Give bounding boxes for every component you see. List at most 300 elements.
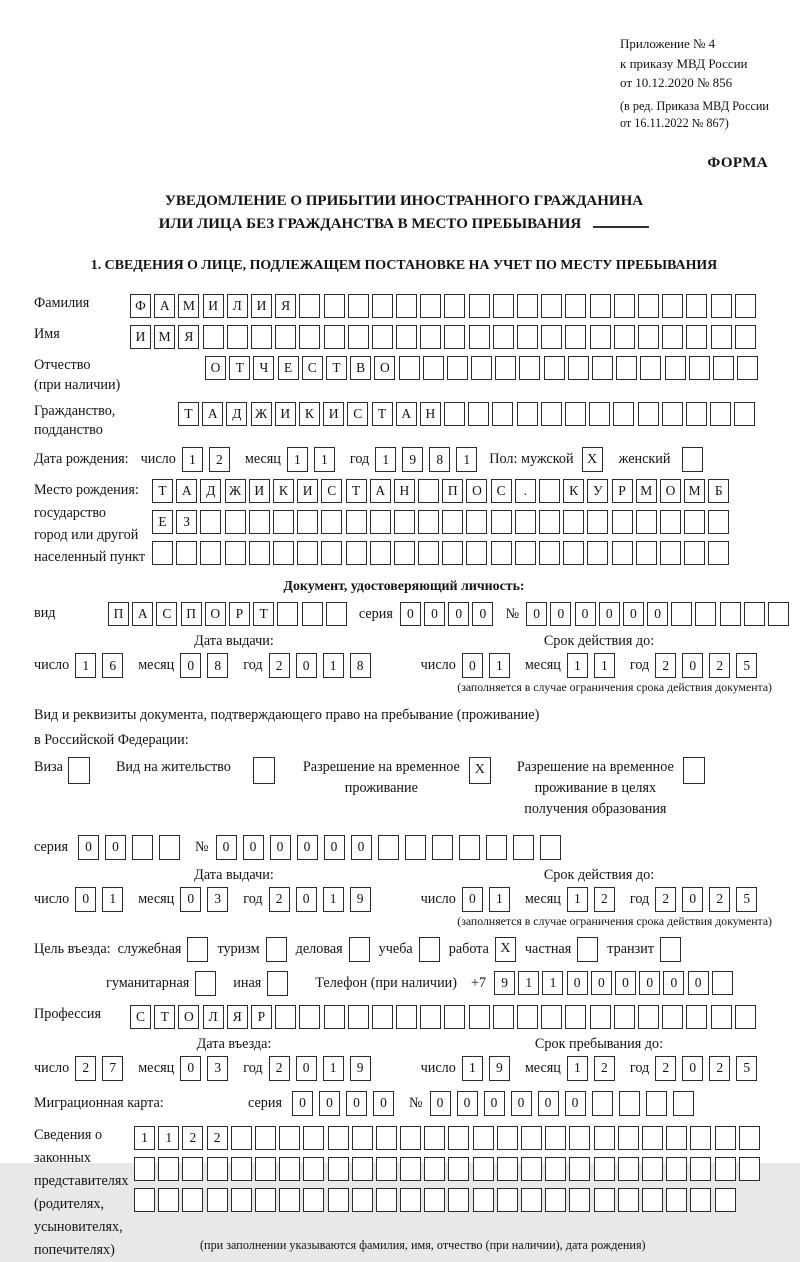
char-cell[interactable] (684, 541, 705, 565)
char-cell[interactable]: 0 (319, 1091, 340, 1116)
char-cell[interactable] (424, 1126, 445, 1150)
char-cell[interactable]: 1 (567, 653, 588, 678)
char-cell[interactable]: Ч (253, 356, 274, 380)
char-cell[interactable]: Б (708, 479, 729, 503)
char-cell[interactable] (711, 325, 732, 349)
char-cell[interactable]: С (347, 402, 368, 426)
char-cell[interactable] (493, 294, 514, 318)
char-cell[interactable] (297, 510, 318, 534)
purpose-humanitarian-checkbox[interactable] (195, 971, 216, 996)
temporary-residence-checkbox[interactable]: X (469, 757, 491, 784)
char-cell[interactable]: О (466, 479, 487, 503)
char-cell[interactable] (660, 541, 681, 565)
char-cell[interactable] (565, 402, 586, 426)
char-cell[interactable]: 2 (655, 1056, 676, 1081)
char-cell[interactable] (249, 510, 270, 534)
char-cell[interactable]: 2 (709, 887, 730, 912)
char-cell[interactable] (255, 1157, 276, 1181)
char-cell[interactable] (302, 602, 323, 626)
char-cell[interactable] (394, 541, 415, 565)
char-cell[interactable]: 1 (182, 447, 203, 472)
char-cell[interactable] (521, 1188, 542, 1212)
char-cell[interactable] (182, 1157, 203, 1181)
char-cell[interactable] (715, 1157, 736, 1181)
char-cell[interactable]: 0 (623, 602, 644, 626)
char-cell[interactable] (690, 1126, 711, 1150)
char-cell[interactable]: С (156, 602, 177, 626)
char-cell[interactable]: 1 (323, 1056, 344, 1081)
char-cell[interactable] (424, 1157, 445, 1181)
char-cell[interactable]: 0 (682, 1056, 703, 1081)
char-cell[interactable] (348, 1005, 369, 1029)
char-cell[interactable] (405, 835, 426, 860)
char-cell[interactable]: 1 (134, 1126, 155, 1150)
char-cell[interactable] (469, 1005, 490, 1029)
char-cell[interactable] (541, 294, 562, 318)
char-cell[interactable] (418, 510, 439, 534)
char-cell[interactable] (324, 325, 345, 349)
char-cell[interactable]: 0 (180, 1056, 201, 1081)
char-cell[interactable] (587, 541, 608, 565)
char-cell[interactable] (545, 1157, 566, 1181)
char-cell[interactable] (400, 1126, 421, 1150)
char-cell[interactable] (442, 541, 463, 565)
char-cell[interactable]: А (154, 294, 175, 318)
char-cell[interactable]: 0 (567, 971, 588, 995)
char-cell[interactable]: 0 (296, 653, 317, 678)
char-cell[interactable] (471, 356, 492, 380)
char-cell[interactable] (486, 835, 507, 860)
char-cell[interactable]: 0 (688, 971, 709, 995)
char-cell[interactable] (590, 294, 611, 318)
char-cell[interactable]: 0 (682, 887, 703, 912)
char-cell[interactable] (684, 510, 705, 534)
char-cell[interactable]: 1 (542, 971, 563, 995)
char-cell[interactable] (372, 1005, 393, 1029)
char-cell[interactable] (328, 1188, 349, 1212)
char-cell[interactable] (636, 510, 657, 534)
char-cell[interactable]: 1 (158, 1126, 179, 1150)
char-cell[interactable]: 1 (314, 447, 335, 472)
char-cell[interactable] (545, 1188, 566, 1212)
char-cell[interactable] (589, 402, 610, 426)
char-cell[interactable] (590, 325, 611, 349)
char-cell[interactable] (376, 1126, 397, 1150)
char-cell[interactable]: 0 (373, 1091, 394, 1116)
char-cell[interactable] (255, 1126, 276, 1150)
char-cell[interactable]: 1 (456, 447, 477, 472)
char-cell[interactable] (231, 1188, 252, 1212)
char-cell[interactable]: П (442, 479, 463, 503)
char-cell[interactable] (638, 294, 659, 318)
char-cell[interactable]: 2 (655, 887, 676, 912)
char-cell[interactable]: 0 (270, 835, 291, 860)
char-cell[interactable]: Р (251, 1005, 272, 1029)
char-cell[interactable] (491, 510, 512, 534)
char-cell[interactable] (227, 325, 248, 349)
char-cell[interactable] (565, 325, 586, 349)
char-cell[interactable] (638, 402, 659, 426)
char-cell[interactable]: 1 (323, 887, 344, 912)
char-cell[interactable] (352, 1126, 373, 1150)
char-cell[interactable]: 0 (296, 887, 317, 912)
char-cell[interactable] (376, 1188, 397, 1212)
char-cell[interactable] (473, 1157, 494, 1181)
char-cell[interactable]: 0 (324, 835, 345, 860)
char-cell[interactable] (715, 1188, 736, 1212)
char-cell[interactable] (568, 356, 589, 380)
char-cell[interactable] (517, 294, 538, 318)
char-cell[interactable]: А (202, 402, 223, 426)
char-cell[interactable]: 1 (594, 653, 615, 678)
char-cell[interactable]: И (130, 325, 151, 349)
char-cell[interactable]: 9 (494, 971, 515, 995)
char-cell[interactable] (613, 402, 634, 426)
char-cell[interactable]: О (205, 602, 226, 626)
char-cell[interactable]: О (205, 356, 226, 380)
char-cell[interactable] (279, 1126, 300, 1150)
char-cell[interactable]: И (275, 402, 296, 426)
char-cell[interactable]: 0 (346, 1091, 367, 1116)
char-cell[interactable]: Я (275, 294, 296, 318)
char-cell[interactable]: 2 (207, 1126, 228, 1150)
char-cell[interactable] (432, 835, 453, 860)
char-cell[interactable] (372, 294, 393, 318)
char-cell[interactable] (495, 356, 516, 380)
char-cell[interactable] (473, 1188, 494, 1212)
char-cell[interactable] (275, 325, 296, 349)
char-cell[interactable] (400, 1188, 421, 1212)
char-cell[interactable]: 9 (350, 1056, 371, 1081)
char-cell[interactable] (370, 541, 391, 565)
char-cell[interactable]: И (297, 479, 318, 503)
char-cell[interactable]: С (130, 1005, 151, 1029)
char-cell[interactable] (297, 541, 318, 565)
char-cell[interactable] (182, 1188, 203, 1212)
char-cell[interactable]: 0 (180, 887, 201, 912)
char-cell[interactable]: 0 (424, 602, 445, 626)
char-cell[interactable]: 0 (292, 1091, 313, 1116)
char-cell[interactable] (660, 510, 681, 534)
char-cell[interactable] (348, 325, 369, 349)
char-cell[interactable]: 0 (243, 835, 264, 860)
char-cell[interactable] (690, 1188, 711, 1212)
char-cell[interactable]: Ж (225, 479, 246, 503)
char-cell[interactable]: 9 (350, 887, 371, 912)
char-cell[interactable]: 1 (489, 653, 510, 678)
char-cell[interactable]: 1 (375, 447, 396, 472)
char-cell[interactable] (569, 1157, 590, 1181)
char-cell[interactable] (587, 510, 608, 534)
char-cell[interactable]: 0 (75, 887, 96, 912)
char-cell[interactable] (690, 1157, 711, 1181)
char-cell[interactable] (324, 1005, 345, 1029)
char-cell[interactable] (711, 1005, 732, 1029)
char-cell[interactable] (539, 479, 560, 503)
char-cell[interactable]: 1 (567, 1056, 588, 1081)
char-cell[interactable] (686, 402, 707, 426)
char-cell[interactable]: С (491, 479, 512, 503)
char-cell[interactable] (541, 402, 562, 426)
char-cell[interactable] (541, 1005, 562, 1029)
char-cell[interactable]: 0 (430, 1091, 451, 1116)
visa-checkbox[interactable] (68, 757, 90, 784)
purpose-business-checkbox[interactable] (349, 937, 370, 962)
purpose-tourism-checkbox[interactable] (266, 937, 287, 962)
char-cell[interactable] (662, 402, 683, 426)
char-cell[interactable]: Ф (130, 294, 151, 318)
char-cell[interactable] (279, 1157, 300, 1181)
char-cell[interactable] (614, 325, 635, 349)
char-cell[interactable]: И (203, 294, 224, 318)
char-cell[interactable] (565, 1005, 586, 1029)
char-cell[interactable]: П (108, 602, 129, 626)
temporary-residence-education-checkbox[interactable] (683, 757, 705, 784)
char-cell[interactable] (448, 1188, 469, 1212)
char-cell[interactable] (619, 1091, 640, 1116)
char-cell[interactable] (686, 325, 707, 349)
char-cell[interactable]: 8 (429, 447, 450, 472)
char-cell[interactable] (444, 402, 465, 426)
purpose-other-checkbox[interactable] (267, 971, 288, 996)
char-cell[interactable]: 0 (105, 835, 126, 860)
char-cell[interactable]: 0 (297, 835, 318, 860)
char-cell[interactable] (662, 1005, 683, 1029)
char-cell[interactable] (519, 356, 540, 380)
char-cell[interactable]: 2 (594, 1056, 615, 1081)
char-cell[interactable] (418, 479, 439, 503)
char-cell[interactable]: 0 (550, 602, 571, 626)
char-cell[interactable]: Т (372, 402, 393, 426)
char-cell[interactable] (326, 602, 347, 626)
char-cell[interactable] (673, 1091, 694, 1116)
char-cell[interactable] (444, 1005, 465, 1029)
char-cell[interactable] (396, 325, 417, 349)
char-cell[interactable] (466, 541, 487, 565)
char-cell[interactable] (423, 356, 444, 380)
char-cell[interactable] (299, 294, 320, 318)
char-cell[interactable] (521, 1126, 542, 1150)
char-cell[interactable]: 0 (462, 887, 483, 912)
char-cell[interactable] (715, 1126, 736, 1150)
char-cell[interactable] (695, 602, 716, 626)
char-cell[interactable] (420, 294, 441, 318)
char-cell[interactable]: У (587, 479, 608, 503)
char-cell[interactable] (539, 541, 560, 565)
char-cell[interactable]: Р (229, 602, 250, 626)
char-cell[interactable]: Л (203, 1005, 224, 1029)
char-cell[interactable]: 1 (75, 653, 96, 678)
char-cell[interactable] (255, 1188, 276, 1212)
char-cell[interactable] (134, 1157, 155, 1181)
char-cell[interactable] (712, 971, 733, 995)
char-cell[interactable]: 9 (489, 1056, 510, 1081)
char-cell[interactable] (513, 835, 534, 860)
char-cell[interactable] (744, 602, 765, 626)
char-cell[interactable] (497, 1157, 518, 1181)
char-cell[interactable] (642, 1126, 663, 1150)
char-cell[interactable]: 0 (351, 835, 372, 860)
char-cell[interactable] (466, 510, 487, 534)
char-cell[interactable]: О (178, 1005, 199, 1029)
char-cell[interactable]: 3 (207, 1056, 228, 1081)
char-cell[interactable]: 1 (518, 971, 539, 995)
char-cell[interactable]: 0 (400, 602, 421, 626)
char-cell[interactable]: 0 (457, 1091, 478, 1116)
char-cell[interactable] (273, 541, 294, 565)
char-cell[interactable] (352, 1157, 373, 1181)
char-cell[interactable] (563, 541, 584, 565)
char-cell[interactable] (665, 356, 686, 380)
char-cell[interactable]: 0 (78, 835, 99, 860)
char-cell[interactable]: Н (394, 479, 415, 503)
char-cell[interactable] (734, 402, 755, 426)
char-cell[interactable] (378, 835, 399, 860)
char-cell[interactable] (517, 402, 538, 426)
char-cell[interactable] (442, 510, 463, 534)
char-cell[interactable] (420, 325, 441, 349)
char-cell[interactable] (200, 541, 221, 565)
char-cell[interactable] (708, 510, 729, 534)
char-cell[interactable] (662, 294, 683, 318)
char-cell[interactable] (594, 1188, 615, 1212)
char-cell[interactable] (686, 294, 707, 318)
char-cell[interactable]: С (302, 356, 323, 380)
char-cell[interactable] (497, 1126, 518, 1150)
char-cell[interactable] (231, 1126, 252, 1150)
char-cell[interactable] (517, 325, 538, 349)
char-cell[interactable] (616, 356, 637, 380)
char-cell[interactable]: 2 (182, 1126, 203, 1150)
char-cell[interactable]: Р (612, 479, 633, 503)
char-cell[interactable]: 3 (207, 887, 228, 912)
char-cell[interactable] (544, 356, 565, 380)
char-cell[interactable]: 2 (269, 653, 290, 678)
char-cell[interactable] (324, 294, 345, 318)
char-cell[interactable] (321, 510, 342, 534)
char-cell[interactable]: Е (278, 356, 299, 380)
char-cell[interactable]: А (396, 402, 417, 426)
char-cell[interactable]: А (132, 602, 153, 626)
sex-female-checkbox[interactable] (682, 447, 703, 472)
char-cell[interactable] (541, 325, 562, 349)
char-cell[interactable] (370, 510, 391, 534)
char-cell[interactable] (710, 402, 731, 426)
char-cell[interactable] (279, 1188, 300, 1212)
char-cell[interactable]: С (321, 479, 342, 503)
char-cell[interactable]: 8 (207, 653, 228, 678)
char-cell[interactable] (273, 510, 294, 534)
char-cell[interactable] (132, 835, 153, 860)
char-cell[interactable] (720, 602, 741, 626)
char-cell[interactable] (493, 1005, 514, 1029)
char-cell[interactable]: К (299, 402, 320, 426)
char-cell[interactable] (713, 356, 734, 380)
char-cell[interactable] (159, 835, 180, 860)
char-cell[interactable]: 2 (75, 1056, 96, 1081)
char-cell[interactable]: 0 (180, 653, 201, 678)
char-cell[interactable]: 1 (287, 447, 308, 472)
char-cell[interactable] (249, 541, 270, 565)
char-cell[interactable]: 0 (511, 1091, 532, 1116)
char-cell[interactable]: 0 (575, 602, 596, 626)
char-cell[interactable] (636, 541, 657, 565)
char-cell[interactable] (491, 541, 512, 565)
char-cell[interactable]: М (154, 325, 175, 349)
char-cell[interactable]: 0 (472, 602, 493, 626)
char-cell[interactable]: П (181, 602, 202, 626)
char-cell[interactable] (251, 325, 272, 349)
char-cell[interactable]: 0 (599, 602, 620, 626)
char-cell[interactable] (737, 356, 758, 380)
char-cell[interactable] (346, 510, 367, 534)
char-cell[interactable] (303, 1126, 324, 1150)
char-cell[interactable] (735, 294, 756, 318)
residence-permit-permanent-checkbox[interactable] (253, 757, 275, 784)
char-cell[interactable] (735, 325, 756, 349)
char-cell[interactable] (158, 1157, 179, 1181)
char-cell[interactable] (444, 294, 465, 318)
sex-male-checkbox[interactable]: X (582, 447, 603, 472)
char-cell[interactable]: 0 (682, 653, 703, 678)
char-cell[interactable]: 2 (269, 887, 290, 912)
char-cell[interactable] (642, 1157, 663, 1181)
char-cell[interactable]: 6 (102, 653, 123, 678)
char-cell[interactable]: О (374, 356, 395, 380)
char-cell[interactable] (569, 1126, 590, 1150)
char-cell[interactable]: К (273, 479, 294, 503)
char-cell[interactable] (469, 294, 490, 318)
char-cell[interactable]: 1 (489, 887, 510, 912)
char-cell[interactable]: 7 (102, 1056, 123, 1081)
char-cell[interactable] (424, 1188, 445, 1212)
char-cell[interactable] (642, 1188, 663, 1212)
char-cell[interactable]: 0 (296, 1056, 317, 1081)
char-cell[interactable]: Т (253, 602, 274, 626)
char-cell[interactable] (739, 1126, 760, 1150)
char-cell[interactable] (158, 1188, 179, 1212)
char-cell[interactable]: 5 (736, 887, 757, 912)
char-cell[interactable] (638, 325, 659, 349)
char-cell[interactable]: Д (200, 479, 221, 503)
char-cell[interactable] (671, 602, 692, 626)
char-cell[interactable] (612, 541, 633, 565)
char-cell[interactable]: 8 (350, 653, 371, 678)
char-cell[interactable] (396, 294, 417, 318)
char-cell[interactable] (563, 510, 584, 534)
char-cell[interactable]: Т (346, 479, 367, 503)
purpose-official-checkbox[interactable] (187, 937, 208, 962)
char-cell[interactable] (231, 1157, 252, 1181)
char-cell[interactable]: Т (229, 356, 250, 380)
char-cell[interactable]: О (660, 479, 681, 503)
char-cell[interactable]: 2 (709, 653, 730, 678)
char-cell[interactable] (152, 541, 173, 565)
char-cell[interactable] (638, 1005, 659, 1029)
char-cell[interactable]: М (178, 294, 199, 318)
char-cell[interactable] (594, 1157, 615, 1181)
char-cell[interactable]: 0 (565, 1091, 586, 1116)
char-cell[interactable]: Т (326, 356, 347, 380)
char-cell[interactable]: И (323, 402, 344, 426)
char-cell[interactable]: Н (420, 402, 441, 426)
char-cell[interactable] (207, 1188, 228, 1212)
char-cell[interactable] (447, 356, 468, 380)
char-cell[interactable] (497, 1188, 518, 1212)
char-cell[interactable] (565, 294, 586, 318)
char-cell[interactable]: Т (152, 479, 173, 503)
char-cell[interactable]: 1 (462, 1056, 483, 1081)
